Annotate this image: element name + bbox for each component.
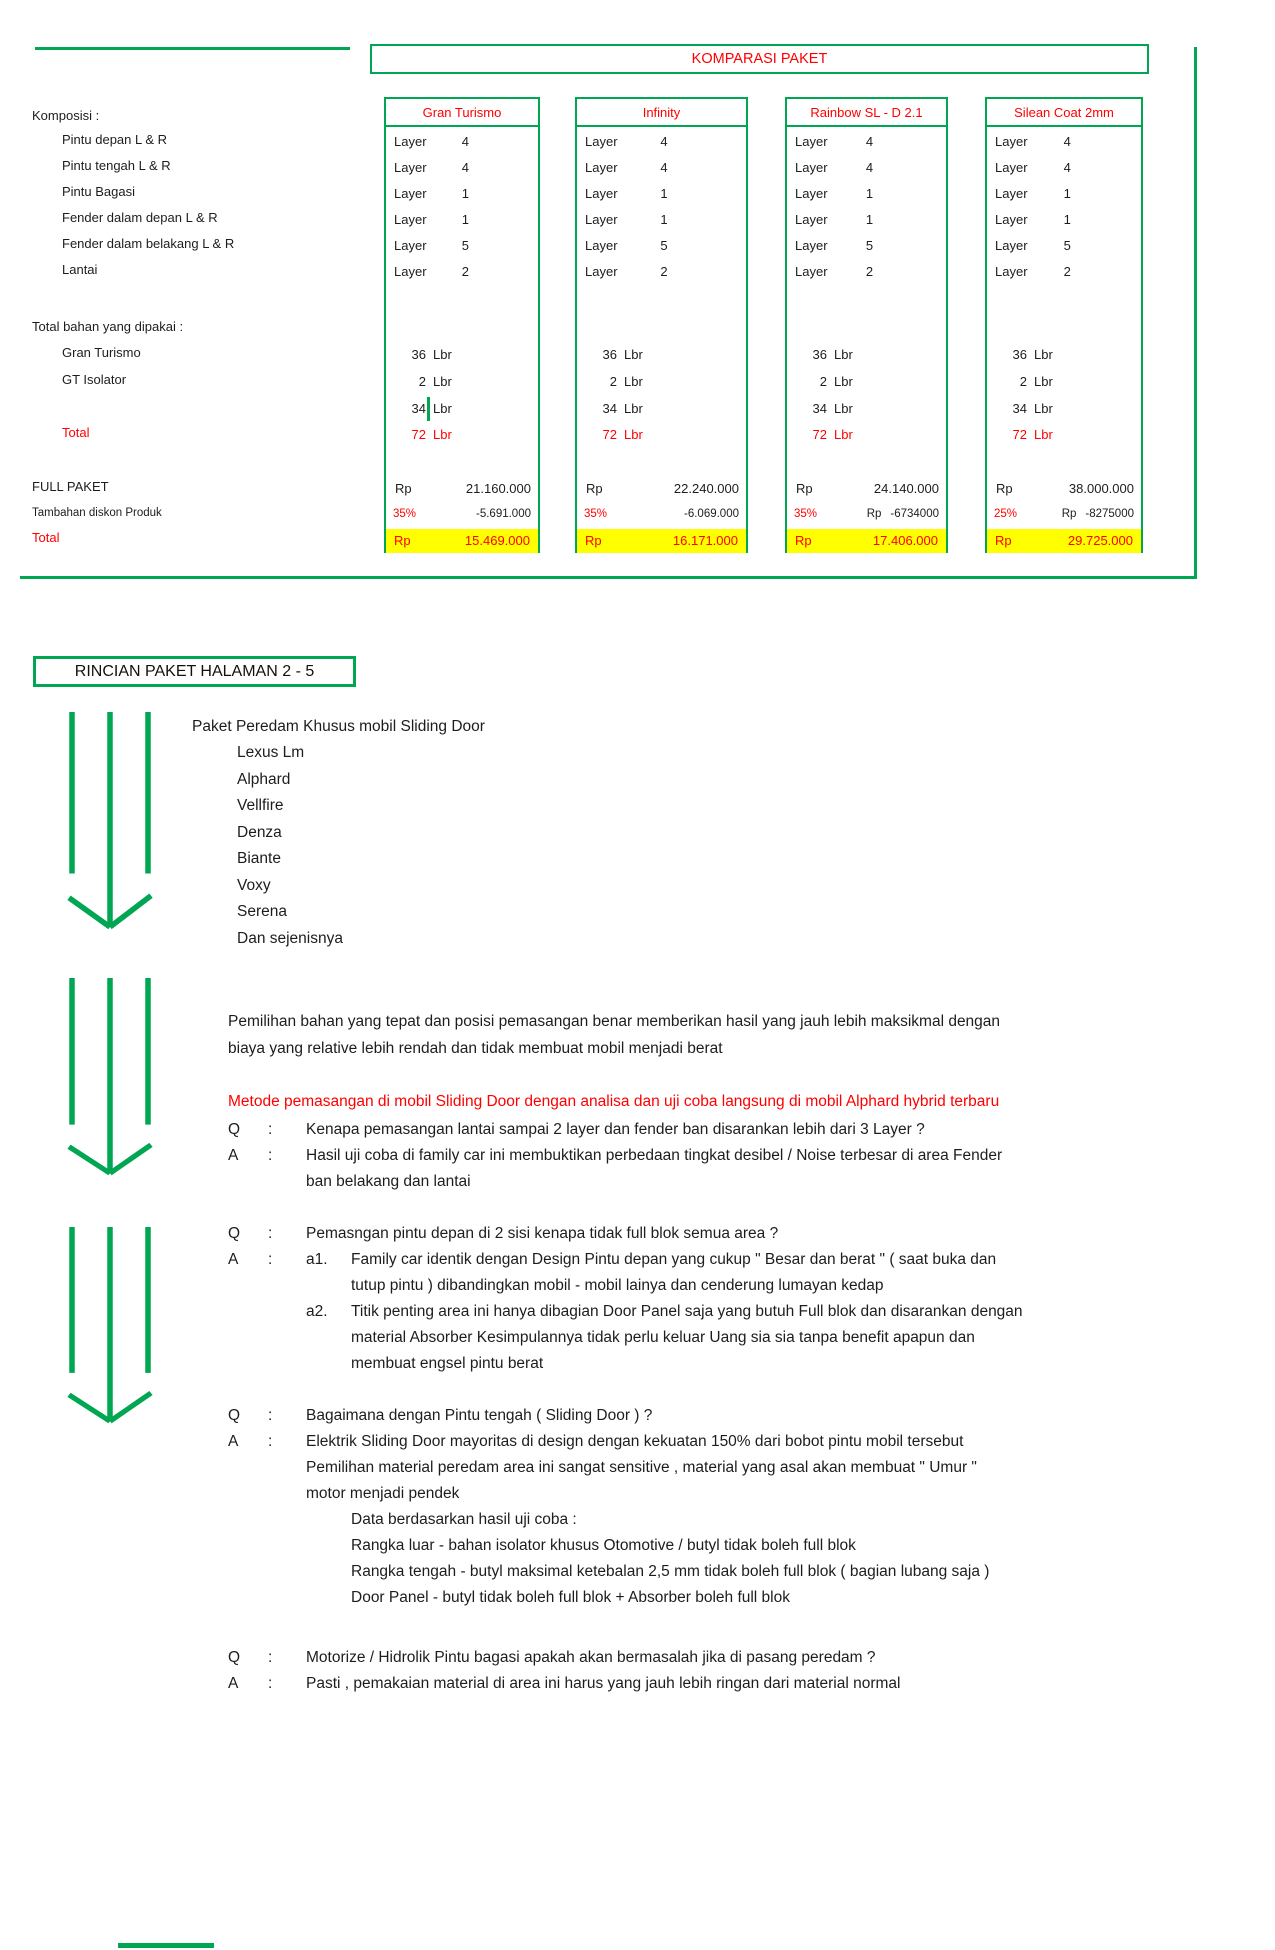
layer-row bbox=[577, 262, 746, 282]
layer-count: 1 bbox=[660, 212, 668, 227]
cell-border-artifact bbox=[427, 397, 430, 421]
usage-qty: 36 bbox=[411, 347, 426, 362]
layer-row bbox=[386, 158, 538, 178]
qa-marker: Q bbox=[228, 1649, 241, 1666]
currency-label: Rp bbox=[394, 533, 411, 548]
qa-text: motor menjadi pendek bbox=[306, 1485, 460, 1502]
total-amount: 15.469.000 bbox=[464, 533, 530, 548]
discount-group bbox=[476, 504, 531, 524]
package-column-1 bbox=[384, 97, 540, 553]
usage-row bbox=[987, 425, 1141, 445]
usage-qty: 2 bbox=[609, 374, 617, 389]
total-price-row bbox=[577, 529, 746, 553]
metode-line: Metode pemasangan di mobil Sliding Door dengan analisa dan uji coba langsung di mobil Alphard hybrid terbaru bbox=[228, 1093, 1000, 1110]
layer-row bbox=[987, 236, 1141, 256]
layer-count: 2 bbox=[865, 264, 874, 279]
layer-row bbox=[787, 132, 946, 152]
layer-count: 5 bbox=[1063, 238, 1071, 253]
layer-count: 5 bbox=[461, 238, 469, 253]
qa-sub-marker: a1. bbox=[306, 1251, 328, 1268]
layer-row bbox=[386, 236, 538, 256]
discount-percent: 35% bbox=[794, 508, 818, 520]
layer-word: Layer bbox=[585, 186, 618, 201]
usage-qty: 34 bbox=[411, 401, 426, 416]
layer-count: 1 bbox=[461, 186, 469, 201]
usage-row bbox=[386, 399, 538, 419]
layer-row bbox=[787, 236, 946, 256]
qa-text: Door Panel - butyl tidak boleh full blok + Absorber boleh full blok bbox=[351, 1589, 790, 1606]
qa-marker: Q bbox=[228, 1121, 241, 1138]
layer-count: 2 bbox=[660, 264, 668, 279]
currency-label: Rp bbox=[395, 481, 412, 496]
usage-unit: Lbr bbox=[433, 427, 452, 442]
car-list-item: Alphard bbox=[237, 771, 291, 788]
layer-count: 4 bbox=[660, 134, 668, 149]
layer-count: 2 bbox=[1063, 264, 1071, 279]
qa-text: Kenapa pemasangan lantai sampai 2 layer dan fender ban disarankan lebih dari 3 Layer ? bbox=[306, 1121, 925, 1138]
car-list-item: Biante bbox=[237, 850, 281, 867]
usage-unit: Lbr bbox=[433, 401, 452, 416]
qa-line bbox=[0, 1509, 1275, 1531]
layer-word: Layer bbox=[585, 134, 618, 149]
layer-row bbox=[787, 210, 946, 230]
car-list-item: Voxy bbox=[237, 877, 271, 894]
layer-count: 1 bbox=[865, 186, 874, 201]
intro-line-2: biaya yang relative lebih rendah dan tidak membuat mobil menjadi berat bbox=[228, 1040, 723, 1057]
usage-qty: 72 bbox=[1012, 427, 1027, 442]
qa-line bbox=[0, 1223, 1275, 1245]
qa-text: membuat engsel pintu berat bbox=[351, 1355, 544, 1372]
discount-amount: -6734000 bbox=[890, 508, 939, 520]
material-label: Gran Turismo bbox=[62, 345, 141, 360]
qa-marker: A bbox=[228, 1675, 239, 1692]
usage-row bbox=[787, 425, 946, 445]
total-bahan-label: Total bahan yang dipakai : bbox=[32, 319, 184, 334]
usage-qty: 34 bbox=[812, 401, 827, 416]
usage-unit: Lbr bbox=[433, 347, 452, 362]
total-amount: 17.406.000 bbox=[872, 533, 938, 548]
usage-qty: 72 bbox=[411, 427, 426, 442]
usage-qty: 34 bbox=[1012, 401, 1027, 416]
layer-word: Layer bbox=[585, 160, 618, 175]
bottom-green-dash bbox=[118, 1943, 214, 1948]
layer-count: 5 bbox=[865, 238, 874, 253]
usage-unit: Lbr bbox=[1034, 347, 1053, 362]
layer-word: Layer bbox=[394, 212, 427, 227]
qa-line bbox=[0, 1405, 1275, 1427]
layer-word: Layer bbox=[585, 238, 618, 253]
qa-marker: A bbox=[228, 1433, 239, 1450]
usage-qty: 2 bbox=[1019, 374, 1027, 389]
package-column-header bbox=[577, 99, 746, 127]
qa-line bbox=[0, 1249, 1275, 1271]
layer-count: 2 bbox=[461, 264, 469, 279]
qa-text: material Absorber Kesimpulannya tidak perlu keluar Uang sia sia tanpa benefit apapun dan bbox=[351, 1329, 975, 1346]
qa-sub-marker: a2. bbox=[306, 1303, 328, 1320]
discount-row bbox=[787, 504, 946, 524]
qa-line bbox=[0, 1587, 1275, 1609]
usage-row bbox=[577, 399, 746, 419]
layer-word: Layer bbox=[995, 264, 1028, 279]
qa-line bbox=[0, 1431, 1275, 1453]
car-list-item: Denza bbox=[237, 824, 282, 841]
layer-row bbox=[386, 184, 538, 204]
section-bottom-border-line bbox=[20, 576, 1197, 579]
layer-word: Layer bbox=[795, 264, 828, 279]
qa-text: Motorize / Hidrolik Pintu bagasi apakah akan bermasalah jika di pasang peredam ? bbox=[306, 1649, 876, 1666]
usage-unit: Lbr bbox=[834, 347, 853, 362]
discount-percent: 25% bbox=[994, 508, 1018, 520]
package-name: Infinity bbox=[642, 104, 681, 120]
usage-unit: Lbr bbox=[1034, 401, 1053, 416]
layer-count: 4 bbox=[865, 134, 874, 149]
discount-amount: -5.691.000 bbox=[476, 508, 531, 520]
comparison-title-box bbox=[370, 44, 1149, 74]
layer-count: 1 bbox=[461, 212, 469, 227]
layer-count: 4 bbox=[1063, 134, 1071, 149]
layer-word: Layer bbox=[995, 134, 1028, 149]
usage-row bbox=[577, 425, 746, 445]
discount-row bbox=[386, 504, 538, 524]
down-arrow-icon bbox=[66, 712, 154, 930]
component-label: Fender dalam depan L & R bbox=[62, 210, 218, 225]
layer-word: Layer bbox=[585, 212, 618, 227]
layer-row bbox=[577, 158, 746, 178]
layer-row bbox=[987, 262, 1141, 282]
package-name: Gran Turismo bbox=[422, 104, 502, 120]
usage-unit: Lbr bbox=[624, 427, 643, 442]
usage-row bbox=[787, 372, 946, 392]
qa-colon: : bbox=[268, 1433, 273, 1450]
layer-row bbox=[386, 210, 538, 230]
layer-count: 1 bbox=[1063, 212, 1071, 227]
car-list-item: Vellfire bbox=[237, 797, 284, 814]
qa-text: Data berdasarkan hasil uji coba : bbox=[351, 1511, 577, 1528]
layer-row bbox=[577, 210, 746, 230]
layer-word: Layer bbox=[795, 134, 828, 149]
usage-unit: Lbr bbox=[624, 347, 643, 362]
usage-unit: Lbr bbox=[624, 401, 643, 416]
currency-label: Rp bbox=[1061, 508, 1077, 520]
layer-row bbox=[577, 132, 746, 152]
package-column-2 bbox=[575, 97, 748, 553]
usage-row bbox=[386, 372, 538, 392]
component-label: Pintu depan L & R bbox=[62, 132, 168, 147]
qa-line bbox=[0, 1145, 1275, 1167]
layer-word: Layer bbox=[585, 264, 618, 279]
usage-row bbox=[987, 345, 1141, 365]
material-label: GT Isolator bbox=[62, 372, 127, 387]
car-list-item: Lexus Lm bbox=[237, 744, 305, 761]
total-amount: 29.725.000 bbox=[1067, 533, 1133, 548]
usage-row bbox=[787, 345, 946, 365]
diskon-label: Tambahan diskon Produk bbox=[32, 507, 162, 519]
usage-qty: 72 bbox=[812, 427, 827, 442]
layer-count: 4 bbox=[461, 160, 469, 175]
qa-text: tutup pintu ) dibandingkan mobil - mobil lainya dan cenderung lumayan kedap bbox=[351, 1277, 884, 1294]
qa-line bbox=[0, 1275, 1275, 1297]
qa-text: Hasil uji coba di family car ini membuktikan perbedaan tingkat desibel / Noise terbesar di area Fender bbox=[306, 1147, 1003, 1164]
usage-qty: 36 bbox=[812, 347, 827, 362]
layer-row bbox=[787, 262, 946, 282]
intro-line-1: Pemilihan bahan yang tepat dan posisi pemasangan benar memberikan hasil yang jauh lebih maksikmal dengan bbox=[228, 1013, 1001, 1030]
qa-line bbox=[0, 1535, 1275, 1557]
qa-text: Pemilihan material peredam area ini sangat sensitive , material yang asal akan membuat " Umur " bbox=[306, 1459, 977, 1476]
price-amount: 22.240.000 bbox=[673, 481, 739, 496]
rincian-title: RINCIAN PAKET HALAMAN 2 - 5 bbox=[74, 662, 315, 680]
layer-word: Layer bbox=[795, 160, 828, 175]
qa-colon: : bbox=[268, 1407, 273, 1424]
top-left-divider-line bbox=[35, 47, 350, 50]
qa-text: Pasti , pemakaian material di area ini harus yang jauh lebih ringan dari material normal bbox=[306, 1675, 901, 1692]
layer-count: 4 bbox=[461, 134, 469, 149]
layer-word: Layer bbox=[995, 238, 1028, 253]
currency-label: Rp bbox=[996, 481, 1013, 496]
usage-unit: Lbr bbox=[834, 401, 853, 416]
package-name: Rainbow SL - D 2.1 bbox=[810, 104, 923, 120]
layer-row bbox=[787, 158, 946, 178]
package-column-4 bbox=[985, 97, 1143, 553]
usage-qty: 2 bbox=[418, 374, 426, 389]
layer-word: Layer bbox=[795, 186, 828, 201]
section-right-border-line bbox=[1194, 47, 1197, 579]
layer-word: Layer bbox=[394, 238, 427, 253]
qa-colon: : bbox=[268, 1147, 273, 1164]
layer-row bbox=[987, 210, 1141, 230]
discount-amount: -6.069.000 bbox=[684, 508, 739, 520]
qa-line bbox=[0, 1353, 1275, 1375]
qa-line bbox=[0, 1301, 1275, 1323]
usage-qty: 36 bbox=[602, 347, 617, 362]
car-list-item: Dan sejenisnya bbox=[237, 930, 343, 947]
full-paket-price-row bbox=[787, 479, 946, 499]
component-label: Lantai bbox=[62, 262, 98, 277]
layer-row bbox=[386, 132, 538, 152]
qa-marker: A bbox=[228, 1147, 239, 1164]
rincian-title-box bbox=[33, 656, 356, 687]
layer-row bbox=[987, 184, 1141, 204]
discount-group bbox=[867, 504, 939, 524]
usage-qty: 72 bbox=[602, 427, 617, 442]
qa-line bbox=[0, 1457, 1275, 1479]
usage-row bbox=[987, 399, 1141, 419]
usage-unit: Lbr bbox=[624, 374, 643, 389]
usage-qty: 2 bbox=[819, 374, 827, 389]
total-price-row bbox=[987, 529, 1141, 553]
layer-row bbox=[787, 184, 946, 204]
qa-text: Pemasngan pintu depan di 2 sisi kenapa tidak full blok semua area ? bbox=[306, 1225, 779, 1242]
layer-word: Layer bbox=[394, 134, 427, 149]
usage-row bbox=[577, 345, 746, 365]
discount-row bbox=[987, 504, 1141, 524]
component-label: Pintu Bagasi bbox=[62, 184, 135, 199]
layer-row bbox=[386, 262, 538, 282]
layer-row bbox=[987, 158, 1141, 178]
layer-count: 4 bbox=[865, 160, 874, 175]
price-amount: 24.140.000 bbox=[873, 481, 939, 496]
usage-unit: Lbr bbox=[1034, 427, 1053, 442]
qa-colon: : bbox=[268, 1121, 273, 1138]
qa-text: Rangka luar - bahan isolator khusus Otomotive / butyl tidak boleh full blok bbox=[351, 1537, 856, 1554]
qa-marker: Q bbox=[228, 1407, 241, 1424]
package-column-header bbox=[386, 99, 538, 127]
qa-colon: : bbox=[268, 1675, 273, 1692]
component-label: Pintu tengah L & R bbox=[62, 158, 171, 173]
layer-count: 1 bbox=[865, 212, 874, 227]
usage-unit: Lbr bbox=[1034, 374, 1053, 389]
qa-text: Titik penting area ini hanya dibagian Door Panel saja yang butuh Full blok dan disarankan dengan bbox=[351, 1303, 1023, 1320]
layer-word: Layer bbox=[995, 212, 1028, 227]
qa-line bbox=[0, 1119, 1275, 1141]
layer-word: Layer bbox=[995, 160, 1028, 175]
discount-group bbox=[684, 504, 739, 524]
usage-qty: 36 bbox=[1012, 347, 1027, 362]
total-price-row bbox=[386, 529, 538, 553]
package-column-header bbox=[987, 99, 1141, 127]
layer-count: 1 bbox=[660, 186, 668, 201]
currency-label: Rp bbox=[796, 481, 813, 496]
qa-colon: : bbox=[268, 1649, 273, 1666]
usage-unit: Lbr bbox=[433, 374, 452, 389]
layer-word: Layer bbox=[995, 186, 1028, 201]
total-amount: 16.171.000 bbox=[672, 533, 738, 548]
paket-peredam-title: Paket Peredam Khusus mobil Sliding Door bbox=[192, 718, 485, 735]
price-amount: 21.160.000 bbox=[465, 481, 531, 496]
package-column-3 bbox=[785, 97, 948, 553]
qa-colon: : bbox=[268, 1225, 273, 1242]
currency-label: Rp bbox=[995, 533, 1012, 548]
usage-row bbox=[386, 345, 538, 365]
qa-text: Elektrik Sliding Door mayoritas di design dengan kekuatan 150% dari bobot pintu mobil tersebut bbox=[306, 1433, 964, 1450]
qa-line bbox=[0, 1327, 1275, 1349]
layer-word: Layer bbox=[795, 238, 828, 253]
full-paket-price-row bbox=[577, 479, 746, 499]
komposisi-label: Komposisi : bbox=[32, 108, 100, 123]
discount-group bbox=[1062, 504, 1134, 524]
usage-row bbox=[987, 372, 1141, 392]
qa-text: Family car identik dengan Design Pintu depan yang cukup " Besar dan berat " ( saat buka dan bbox=[351, 1251, 997, 1268]
usage-unit: Lbr bbox=[834, 427, 853, 442]
qa-line bbox=[0, 1171, 1275, 1193]
full-paket-price-row bbox=[987, 479, 1141, 499]
usage-row bbox=[577, 372, 746, 392]
usage-qty: 34 bbox=[602, 401, 617, 416]
qa-text: ban belakang dan lantai bbox=[306, 1173, 471, 1190]
layer-count: 4 bbox=[660, 160, 668, 175]
package-column-header bbox=[787, 99, 946, 127]
qa-line bbox=[0, 1647, 1275, 1669]
package-name: Silean Coat 2mm bbox=[1014, 104, 1114, 120]
layer-count: 5 bbox=[660, 238, 668, 253]
usage-unit: Lbr bbox=[834, 374, 853, 389]
currency-label: Rp bbox=[585, 533, 602, 548]
qa-marker: A bbox=[228, 1251, 239, 1268]
qa-text: Rangka tengah - butyl maksimal ketebalan 2,5 mm tidak boleh full blok ( bagian lubang saja ) bbox=[351, 1563, 990, 1580]
layer-row bbox=[577, 184, 746, 204]
qa-line bbox=[0, 1483, 1275, 1505]
material-label: Total bbox=[62, 425, 90, 440]
qa-text: Bagaimana dengan Pintu tengah ( Sliding Door ) ? bbox=[306, 1407, 653, 1424]
discount-amount: -8275000 bbox=[1085, 508, 1134, 520]
full-paket-price-row bbox=[386, 479, 538, 499]
car-list-item: Serena bbox=[237, 903, 287, 920]
layer-count: 4 bbox=[1063, 160, 1071, 175]
layer-word: Layer bbox=[394, 186, 427, 201]
grand-total-label: Total bbox=[32, 530, 60, 545]
price-amount: 38.000.000 bbox=[1068, 481, 1134, 496]
currency-label: Rp bbox=[586, 481, 603, 496]
usage-row bbox=[787, 399, 946, 419]
discount-percent: 35% bbox=[584, 508, 608, 520]
layer-word: Layer bbox=[394, 160, 427, 175]
layer-count: 1 bbox=[1063, 186, 1071, 201]
qa-line bbox=[0, 1673, 1275, 1695]
layer-row bbox=[577, 236, 746, 256]
discount-row bbox=[577, 504, 746, 524]
layer-row bbox=[987, 132, 1141, 152]
currency-label: Rp bbox=[795, 533, 812, 548]
qa-marker: Q bbox=[228, 1225, 241, 1242]
qa-line bbox=[0, 1561, 1275, 1583]
qa-colon: : bbox=[268, 1251, 273, 1268]
component-label: Fender dalam belakang L & R bbox=[62, 236, 235, 251]
currency-label: Rp bbox=[866, 508, 882, 520]
discount-percent: 35% bbox=[393, 508, 417, 520]
comparison-title: KOMPARASI PAKET bbox=[691, 51, 828, 67]
layer-word: Layer bbox=[795, 212, 828, 227]
layer-word: Layer bbox=[394, 264, 427, 279]
full-paket-label: FULL PAKET bbox=[32, 479, 109, 494]
usage-row bbox=[386, 425, 538, 445]
total-price-row bbox=[787, 529, 946, 553]
